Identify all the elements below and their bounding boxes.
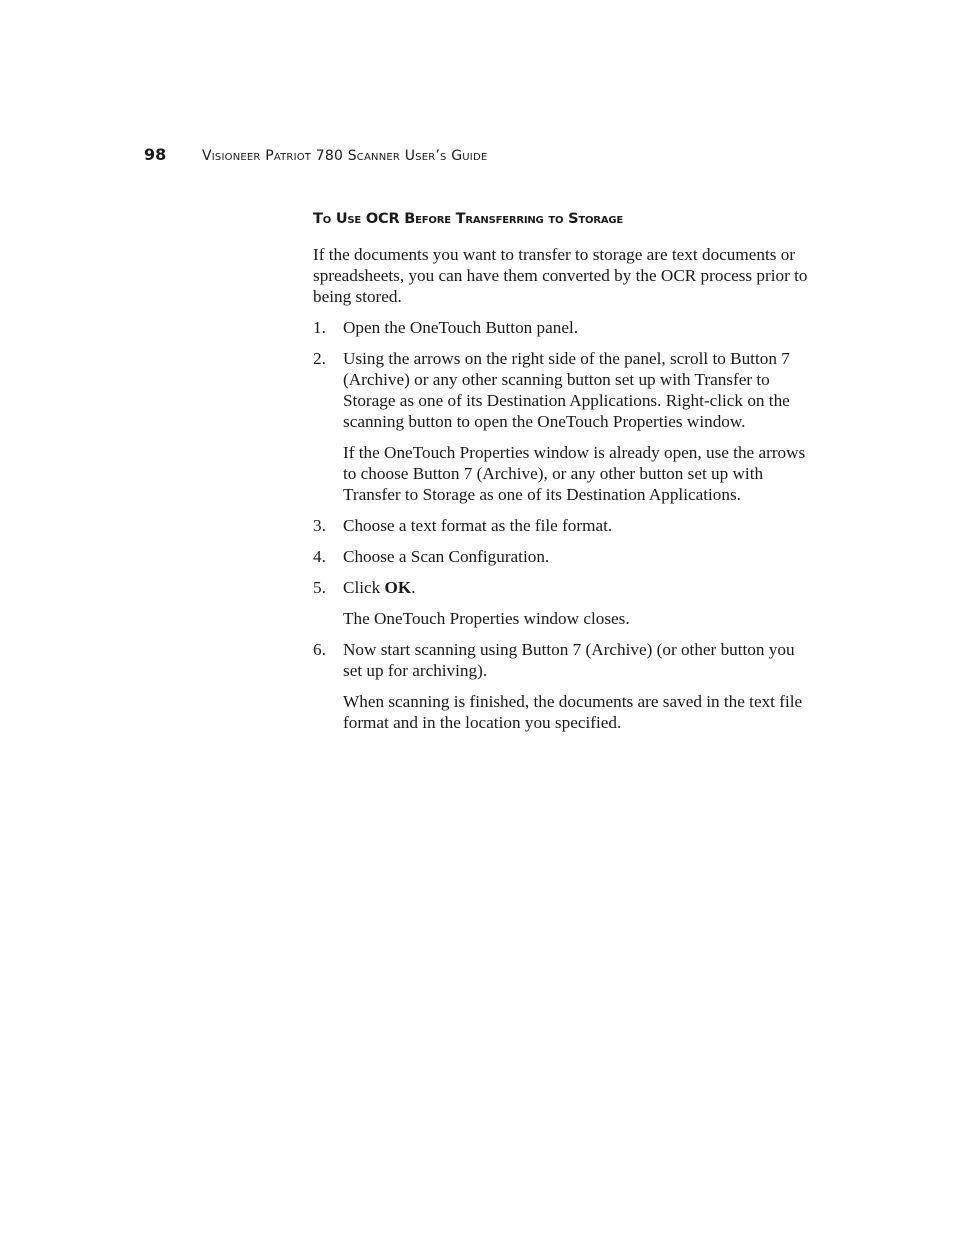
ok-label: OK bbox=[384, 578, 412, 597]
steps-list bbox=[313, 317, 813, 733]
step-text: Choose a text format as the file format. bbox=[343, 516, 613, 535]
intro-paragraph: If the documents you want to transfer to storage are text documents or spreadsheets, you can have them converted by the OCR process prior to being stored. bbox=[313, 245, 808, 306]
page-number: 98 bbox=[144, 145, 167, 164]
step-text-before: Click bbox=[343, 578, 385, 597]
list-item bbox=[313, 639, 813, 733]
step-text bbox=[343, 577, 813, 598]
step-number: 5. bbox=[313, 578, 326, 597]
step-text: Now start scanning using Button 7 (Archive) (or other button you set up for archiving). bbox=[343, 640, 795, 680]
step-text: Using the arrows on the right side of the panel, scroll to Button 7 (Archive) or any other scanning button set up with Transfer to Storage as one of its Destination Applications. Right-click on the scanning button to open the OneTouch Properties window. bbox=[343, 349, 790, 431]
step-number: 6. bbox=[313, 640, 326, 659]
step-text: Open the OneTouch Button panel. bbox=[343, 318, 579, 337]
step-note: If the OneTouch Properties window is already open, use the arrows to choose Button 7 (Archive), or any other button set up with Transfer to Storage as one of its Destination Applications. bbox=[343, 443, 806, 504]
step-note: When scanning is finished, the documents are saved in the text file format and in the location you specified. bbox=[343, 692, 803, 732]
step-number: 2. bbox=[313, 349, 326, 368]
guide-title: Visioneer Patriot 780 Scanner User’s Guide bbox=[202, 148, 488, 164]
step-text: Choose a Scan Configuration. bbox=[343, 547, 550, 566]
section-heading: To Use OCR Before Transferring to Storage bbox=[313, 211, 623, 227]
step-number: 1. bbox=[313, 318, 326, 337]
list-item bbox=[313, 577, 813, 629]
step-text-after: . bbox=[411, 578, 416, 597]
step-note: The OneTouch Properties window closes. bbox=[343, 609, 630, 628]
list-item bbox=[313, 317, 813, 338]
main-content bbox=[313, 208, 813, 743]
running-header bbox=[144, 145, 824, 169]
step-number: 4. bbox=[313, 547, 326, 566]
list-item bbox=[313, 515, 813, 536]
list-item bbox=[313, 348, 813, 505]
step-number: 3. bbox=[313, 516, 326, 535]
list-item bbox=[313, 546, 813, 567]
